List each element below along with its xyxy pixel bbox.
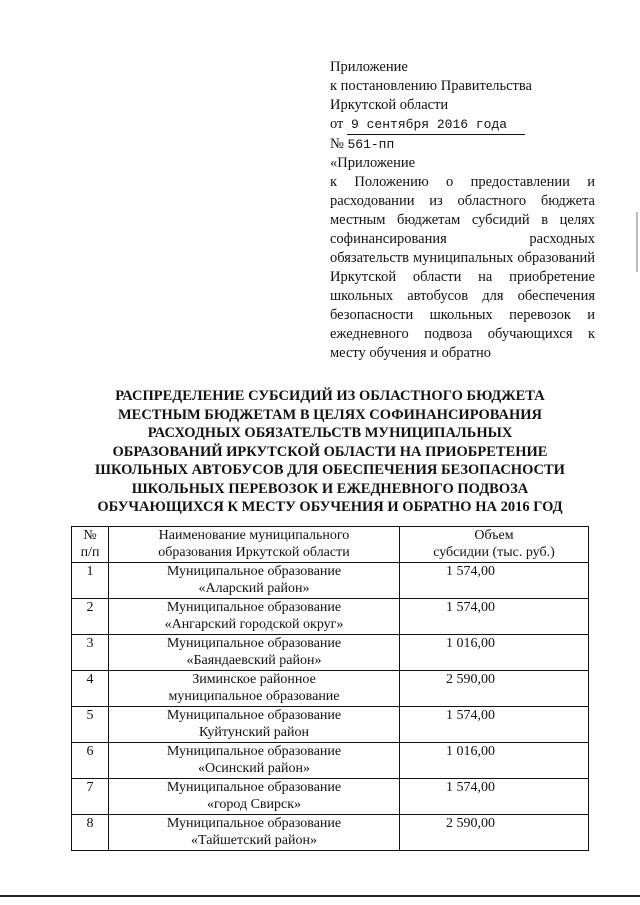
table-row (72, 815, 589, 851)
row-name-l2: «Осинский район» (197, 760, 310, 776)
row-name-l1: Муниципальное образование (166, 780, 342, 795)
table-row (72, 707, 589, 743)
header-name (109, 527, 400, 563)
title-line: ОБУЧАЮЩИХСЯ К МЕСТУ ОБУЧЕНИЯ И ОБРАТНО НА 2016 ГОД (97, 499, 563, 515)
table-row (72, 599, 589, 635)
row-amount: 1 016,00 (400, 635, 589, 671)
row-name (109, 743, 400, 779)
title-line: РАСПРЕДЕЛЕНИЕ СУБСИДИЙ ИЗ ОБЛАСТНОГО БЮДЖЕТА (115, 388, 545, 404)
row-name (109, 815, 400, 851)
row-name-l2: «Баяндаевский район» (186, 652, 322, 668)
row-name (109, 635, 400, 671)
row-name (109, 707, 400, 743)
row-name-l1: Муниципальное образование (166, 816, 342, 831)
page-bottom-edge (0, 895, 640, 897)
row-num: 8 (72, 815, 109, 851)
header-num (72, 527, 109, 563)
header-amount-l1: Объем (474, 528, 514, 543)
appendix-date: 9 сентября 2016 года (347, 115, 525, 135)
title-line: МЕСТНЫМ БЮДЖЕТАМ В ЦЕЛЯХ СОФИНАНСИРОВАНИЯ (117, 406, 543, 423)
appendix-number: 561-пп (347, 137, 395, 152)
table-row (72, 671, 589, 707)
row-name-l2: «Ангарский городской округ» (164, 616, 344, 632)
title-line: ШКОЛЬНЫХ АВТОБУСОВ ДЛЯ ОБЕСПЕЧЕНИЯ БЕЗОПАСНОСТИ (95, 462, 565, 478)
header-amount-l2: субсидии (тыс. руб.) (433, 544, 555, 560)
table-row (72, 743, 589, 779)
row-num: 5 (72, 707, 109, 743)
row-amount: 1 574,00 (400, 779, 589, 815)
row-name-l1: Муниципальное образование (166, 600, 342, 615)
row-name (109, 599, 400, 635)
header-amount (400, 527, 589, 563)
row-num: 3 (72, 635, 109, 671)
header-num-l1: № (83, 528, 97, 543)
row-amount: 1 574,00 (400, 707, 589, 743)
row-num: 1 (72, 563, 109, 599)
row-name (109, 779, 400, 815)
row-name-l2: «Аларский район» (198, 580, 310, 596)
appendix-sub-label: «Приложение (330, 155, 416, 171)
date-prefix: от (330, 116, 344, 132)
header-num-l2: п/п (80, 544, 100, 560)
row-amount: 1 016,00 (400, 743, 589, 779)
appendix-date-line (330, 115, 595, 135)
table-row (72, 635, 589, 671)
table-row (72, 563, 589, 599)
table-header-row (72, 527, 589, 563)
row-name-l2: муниципальное образование (168, 688, 340, 704)
row-name-l2: «город Свирск» (206, 796, 302, 812)
appendix-region: Иркутской области (330, 97, 449, 113)
row-num: 7 (72, 779, 109, 815)
title-line: ОБРАЗОВАНИЙ ИРКУТСКОЙ ОБЛАСТИ НА ПРИОБРЕТЕНИЕ (112, 443, 548, 460)
row-amount: 1 574,00 (400, 599, 589, 635)
table-row (72, 779, 589, 815)
row-name-l2: «Тайшетский район» (191, 832, 317, 848)
appendix-paragraph: к Положению о предоставлении и расходовании из областного бюджета местным бюджетам субсидий в целях софинансирования расходных обязательств муниципальных образований Иркутской области на приобретение школьных автобусов для обеспечения безопасности школьных перевозок и ежедневного подвоза обучающихся к месту обучения и обратно (330, 174, 595, 361)
row-name-l1: Муниципальное образование (166, 744, 342, 759)
row-name (109, 563, 400, 599)
scan-artifact (636, 212, 638, 272)
title-line: РАСХОДНЫХ ОБЯЗАТЕЛЬСТВ МУНИЦИПАЛЬНЫХ (147, 425, 513, 441)
row-amount: 2 590,00 (400, 671, 589, 707)
row-name-l1: Зиминское районное (192, 672, 316, 687)
appendix-label: Приложение (330, 59, 408, 75)
row-name-l1: Муниципальное образование (166, 564, 342, 579)
distribution-table (71, 526, 589, 851)
row-name-l1: Муниципальное образование (166, 636, 342, 651)
row-num: 6 (72, 743, 109, 779)
header-name-l1: Наименование муниципального (158, 528, 350, 543)
title-line: ШКОЛЬНЫХ ПЕРЕВОЗОК И ЕЖЕДНЕВНОГО ПОДВОЗА (131, 480, 529, 497)
row-num: 4 (72, 671, 109, 707)
document-title (70, 387, 590, 517)
row-amount: 1 574,00 (400, 563, 589, 599)
row-name (109, 671, 400, 707)
appendix-resolution: к постановлению Правительства (330, 78, 532, 94)
row-amount: 2 590,00 (400, 815, 589, 851)
row-name-l1: Муниципальное образование (166, 708, 342, 723)
appendix-block (330, 58, 595, 363)
header-name-l2: образования Иркутской области (158, 544, 350, 560)
number-prefix: № (330, 136, 344, 152)
row-num: 2 (72, 599, 109, 635)
row-name-l2: Куйтунский район (199, 724, 309, 740)
appendix-number-line (330, 135, 595, 154)
